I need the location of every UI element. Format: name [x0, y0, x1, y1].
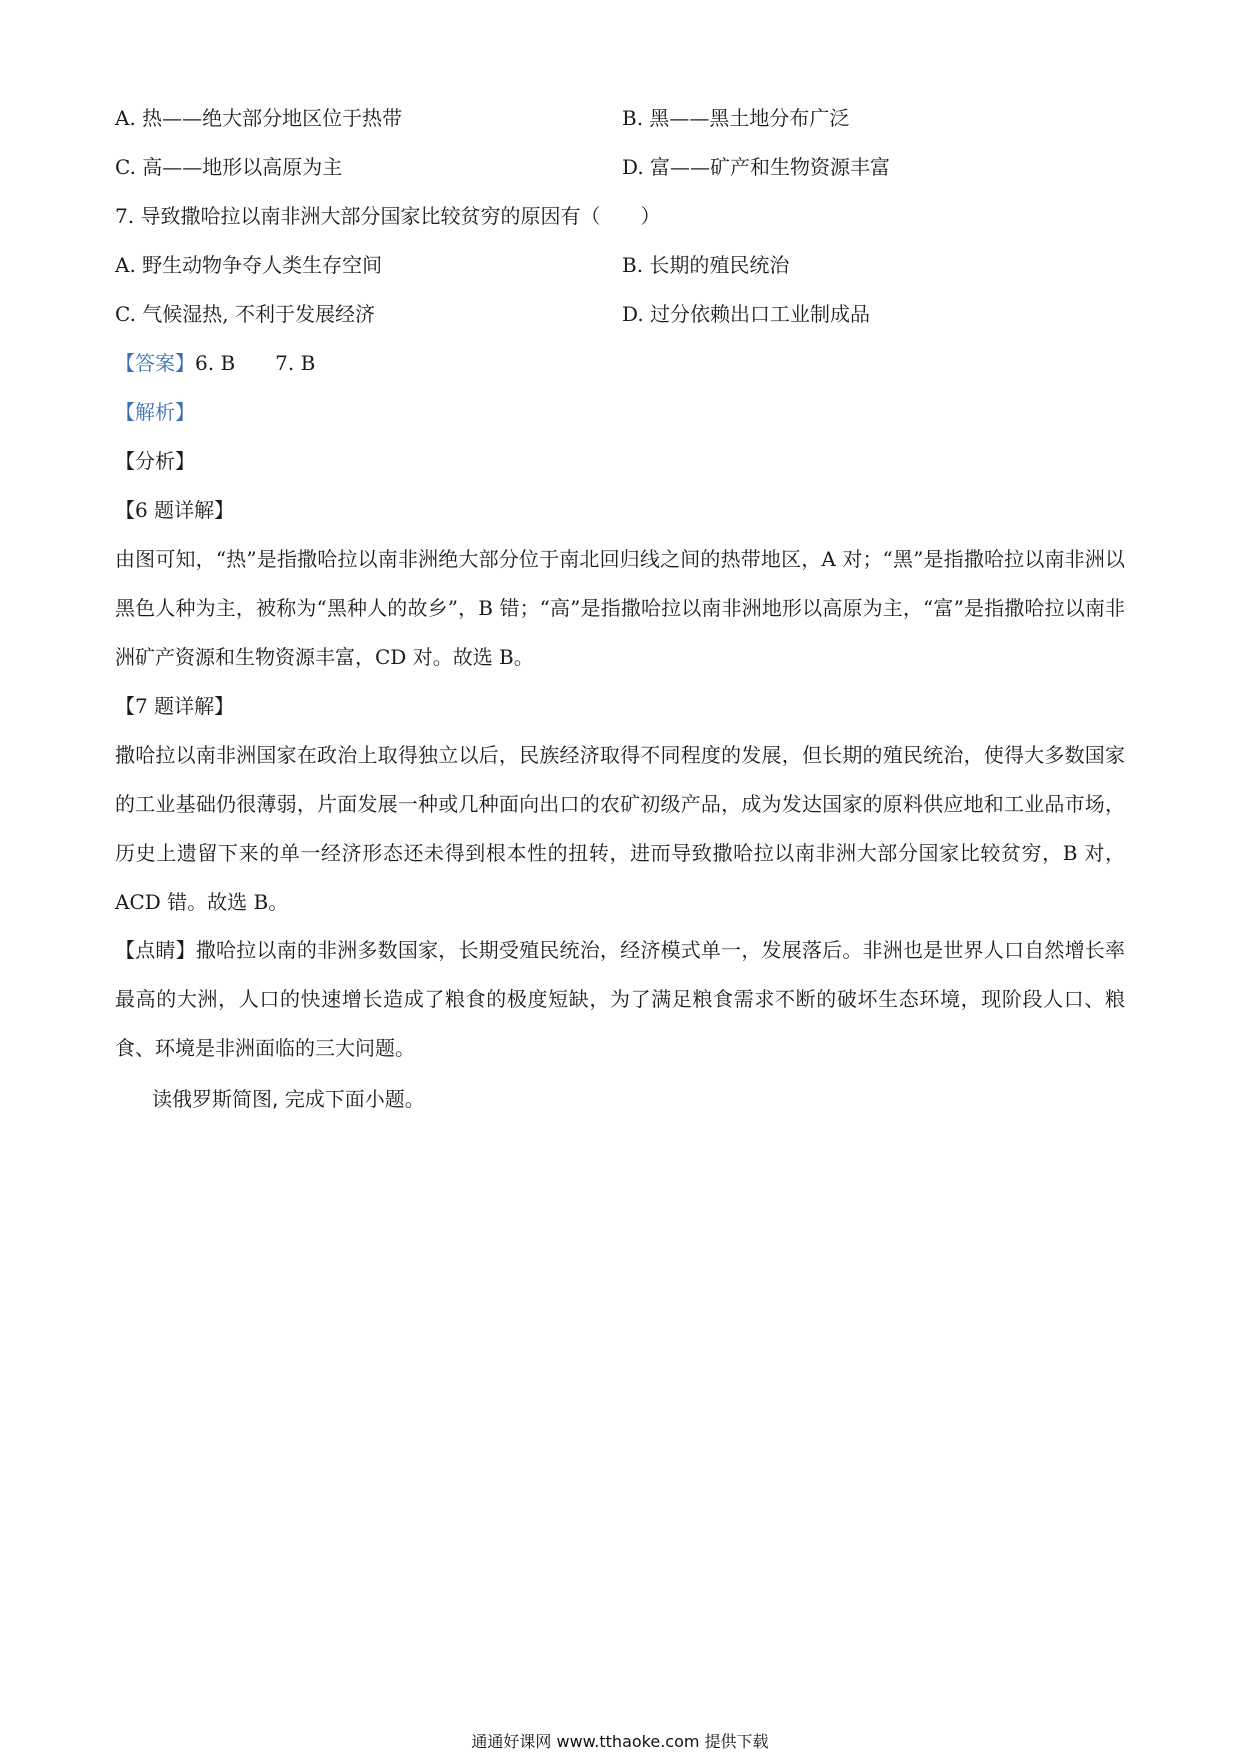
fenxi-label: 【分析】 [115, 449, 195, 473]
q6-detail-text: 由图可知，“热”是指撒哈拉以南非洲绝大部分位于南北回归线之间的热带地区，A 对；“黑”是指撒哈拉以南非洲以黑色人种为主，被称为“黑种人的故乡”，B 错；“高”是指撒哈拉以南非洲地形以高原为主，“富”是指撒哈拉以南非洲矿产资源和生物资源丰富，CD 对。故选 B。 [115, 547, 1125, 669]
q7-option-b: B. 长期的殖民统治 [622, 253, 790, 277]
dianjing-label: 【点睛】 [115, 938, 196, 962]
q7-stem: 7. 导致撒哈拉以南非洲大部分国家比较贫穷的原因有（ ） [115, 204, 661, 228]
answer-value: 6. B 7. B [195, 351, 316, 375]
q7-detail-text: 撒哈拉以南非洲国家在政治上取得独立以后，民族经济取得不同程度的发展，但长期的殖民统治，使得大多数国家的工业基础仍很薄弱，片面发展一种或几种面向出口的农矿初级产品，成为发达国家的原料供应地和工业品市场，历史上遗留下来的单一经济形态还未得到根本性的扭转，进而导致撒哈拉以南非洲大部分国家比较贫穷，B 对，ACD 错。故选 B。 [115, 743, 1125, 914]
q7-detail-label: 【7 题详解】 [115, 694, 235, 718]
q6-option-b: B. 黑——黑土地分布广泛 [622, 106, 850, 130]
next-section-intro: 读俄罗斯简图, 完成下面小题。 [152, 1087, 425, 1111]
q7-option-a: A. 野生动物争夺人类生存空间 [115, 253, 383, 277]
q7-option-d: D. 过分依赖出口工业制成品 [622, 302, 871, 326]
dianjing-text: 撒哈拉以南的非洲多数国家，长期受殖民统治，经济模式单一，发展落后。非洲也是世界人口自然增长率最高的大洲，人口的快速增长造成了粮食的极度短缺，为了满足粮食需求不断的破坏生态环境，现阶段人口、粮食、环境是非洲面临的三大问题。 [115, 938, 1126, 1060]
q7-option-c: C. 气候湿热, 不利于发展经济 [115, 302, 376, 326]
q6-option-c: C. 高——地形以高原为主 [115, 155, 343, 179]
analysis-label: 【解析】 [115, 400, 195, 424]
q6-detail-label: 【6 题详解】 [115, 498, 235, 522]
page-footer: 通通好课网 www.tthaoke.com 提供下载 [471, 1732, 769, 1751]
q6-option-d: D. 富——矿产和生物资源丰富 [622, 155, 891, 179]
dianjing-paragraph [115, 926, 1125, 1073]
q6-option-a: A. 热——绝大部分地区位于热带 [115, 106, 403, 130]
answer-line [115, 349, 315, 377]
answer-label: 【答案】 [115, 351, 195, 375]
